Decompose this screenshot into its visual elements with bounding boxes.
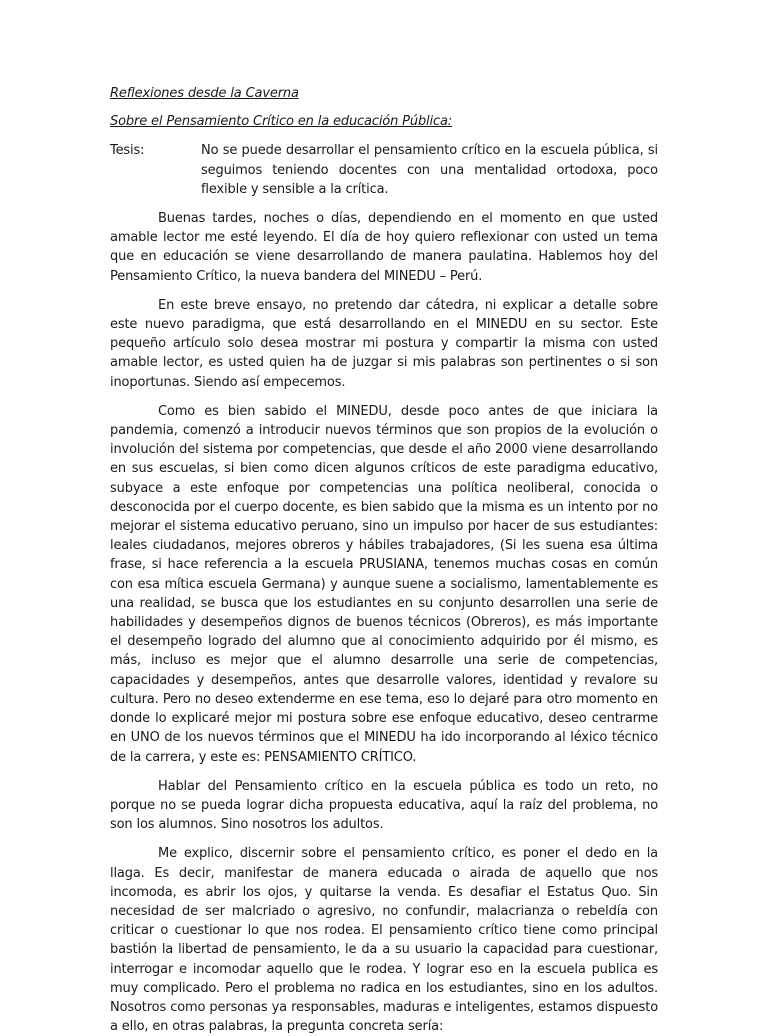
document-title: Reflexiones desde la Caverna: [110, 86, 299, 101]
document-subtitle: Sobre el Pensamiento Crítico en la educación Pública:: [110, 114, 453, 130]
paragraph-explanation: Me explico, discernir sobre el pensamiento crítico, es poner el dedo en la llaga. Es decir, manifestar de manera educada o airada de aquello que nos incomoda, es abrir los ojos, y quitarse la venda. Es desafiar el Estatus Quo. Sin necesidad de ser malcriado o agresivo, no confundir, malacrianza o rebeldía con criticar o cuestionar lo que nos rodea. El pensamiento crítico tiene como principal bastión la libertad de pensamiento, le da a su usuario la capacidad para cuestionar, interrogar e incomodar aquello que le rodea. Y lograr eso en la escuela publica es muy complicado. Pero el problema no radica en los estudiantes, sino en los adultos. Nosotros como personas ya responsables, maduras e inteligentes, estamos dispuesto a ello, en otras palabras, la pregunta concreta sería:: [110, 846, 658, 1035]
thesis-label: Tesis:: [110, 143, 145, 159]
paragraph-intro: En este breve ensayo, no pretendo dar cátedra, ni explicar a detalle sobre este nuevo paradigma, que está desarrollando en el MINEDU en su sector. Este pequeño artículo solo desea mostrar mi postura y compartir la misma con usted amable lector, es usted quien ha de juzgar si mis palabras son pertinentes o si son inoportunas. Siendo así empecemos.: [110, 297, 658, 390]
thesis-block: [110, 141, 658, 199]
thesis-text: No se puede desarrollar el pensamiento crítico en la escuela pública, si seguimos teniendo docentes con una mentalidad ortodoxa, poco flexible y sensible a la crítica.: [201, 143, 658, 197]
paragraph-challenge: Hablar del Pensamiento crítico en la escuela pública es todo un reto, no porque no se pueda lograr dicha propuesta educativa, aquí la raíz del problema, no son los alumnos. Sino nosotros los adultos.: [110, 778, 658, 833]
paragraph-greeting: Buenas tardes, noches o días, dependiendo en el momento en que usted amable lector me esté leyendo. El día de hoy quiero reflexionar con usted un tema que en educación se viene desarrollando de manera paulatina. Hablemos hoy del Pensamiento Crítico, la nueva bandera del MINEDU – Perú.: [110, 211, 658, 284]
paragraph-context: Como es bien sabido el MINEDU, desde poco antes de que iniciara la pandemia, comenzó a introducir nuevos términos que son propios de la evolución o involución del sistema por competencias, que desde el año 2000 viene desarrollando en sus escuelas, si bien como dicen algunos críticos de este paradigma educativo, subyace a este enfoque por competencias una política neoliberal, conocida o desconocida por el cuerpo docente, es bien sabido que la misma es un intento por no mejorar el sistema educativo peruano, sino un impulso por hacer de sus estudiantes: leales ciudadanos, mejores obreros y hábiles trabajadores, (Si les suena esa última frase, si hace referencia a la escuela PRUSIANA, tenemos muchas cosas en común con esa mítica escuela Germana) y aunque suene a socialismo, lamentablemente es una realidad, se busca que los estudiantes en su conjunto desarrollen una serie de habilidades y desempeños dignos de buenos técnicos (Obreros), es más importante el desempeño logrado del alumno que al conocimiento adquirido por él mismo, es más, incluso es mejor que el alumno desarrolle una serie de competencias, capacidades y desempeños, antes que desarrolle valores, identidad y revalore su cultura. Pero no deseo extenderme en ese tema, eso lo dejaré para otro momento en donde lo explicaré mejor mi postura sobre ese enfoque educativo, deseo centrarme en UNO de los nuevos términos que el MINEDU ha ido incorporando al léxico técnico de la carrera, y este es: PENSAMIENTO CRÍTICO.: [110, 403, 658, 765]
